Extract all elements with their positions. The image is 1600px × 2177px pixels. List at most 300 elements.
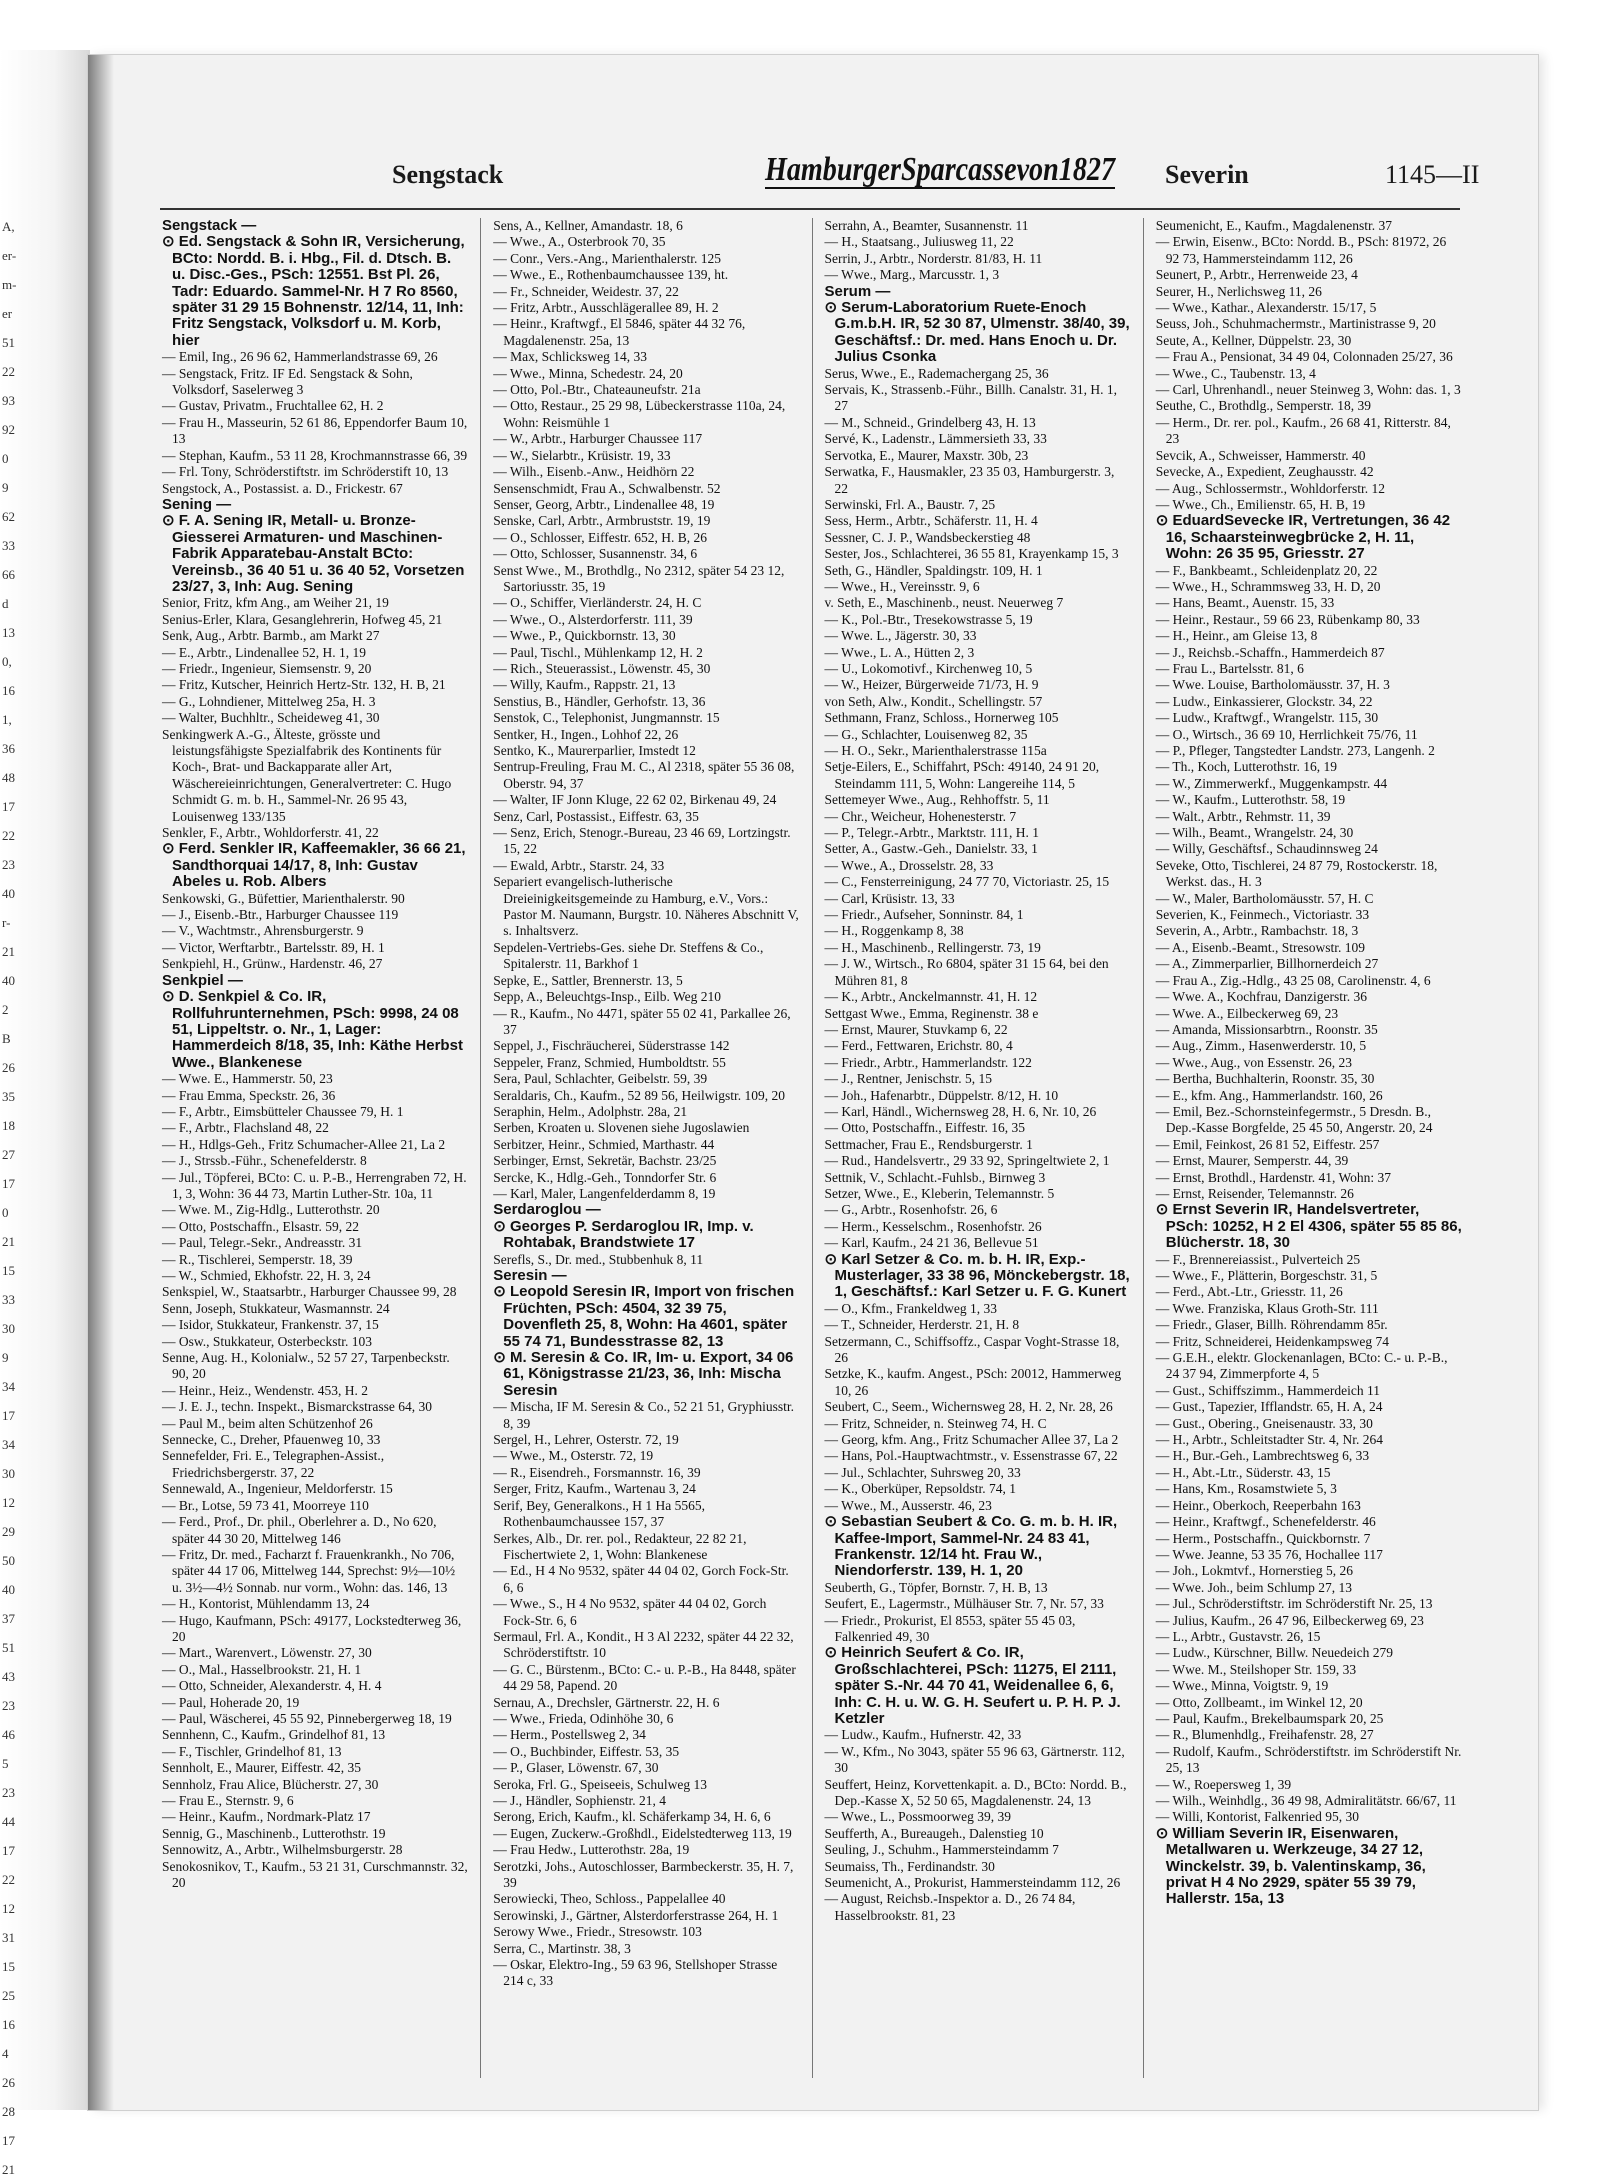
directory-entry: — F., Bankbeamt., Schleidenplatz 20, 22 [1155, 562, 1378, 578]
directory-entry: Seuling, J., Schuhm., Hammersteindamm 7 [824, 1842, 1059, 1858]
directory-entry: Serra, C., Martinstr. 38, 3 [493, 1940, 631, 1956]
directory-entry: Setzer, Wwe., E., Kleberin, Telemannstr. 5 [824, 1185, 1055, 1201]
directory-entry: Serum — [824, 282, 891, 300]
edge-text-fragment: 1, [2, 712, 12, 727]
directory-entry: — Wwe., E., Rothenbaumchaussee 139, ht. [493, 267, 729, 283]
directory-entry: — Karl, Maler, Langenfelderdamm 8, 19 [493, 1185, 716, 1201]
edge-text-fragment: er- [2, 248, 17, 263]
edge-text-fragment: 51 [2, 1640, 15, 1655]
directory-entry: — Stephan, Kaufm., 53 11 28, Krochmannstrasse 66, 39 [162, 447, 468, 463]
directory-entry: Sernau, A., Drechsler, Gärtnerstr. 22, H. 6 [493, 1694, 720, 1710]
directory-entry: Seunert, P., Arbtr., Herrenweide 23, 4 [1155, 267, 1358, 283]
directory-entry: ⊙ Georges P. Serdaroglou IR, Imp. v. Rohtabak, Brandstwiete 17 [493, 1217, 754, 1252]
directory-entry: — Osw., Stukkateur, Osterbeckstr. 103 [162, 1333, 373, 1349]
directory-entry: Sensenschmidt, Frau A., Schwalbenstr. 52 [493, 480, 721, 496]
directory-entry: — Wilh., Eisenb.-Anw., Heidhörn 22 [493, 464, 695, 480]
directory-entry: — Wwe. L., Jägerstr. 30, 33 [824, 628, 977, 644]
edge-text-fragment: 12 [2, 1901, 15, 1916]
directory-entry: Sevcik, A., Schweisser, Hammerstr. 40 [1155, 447, 1366, 463]
directory-entry: — Frau H., Masseurin, 52 61 86, Eppendorfer Baum 10, 13 [162, 414, 468, 447]
edge-text-fragment: 28 [2, 2104, 15, 2119]
directory-entry: — Emil, Bez.-Schornsteinfegermstr., 5 Dresdn. B., Dep.-Kasse Borgfelde, 25 45 50, Angerstr. 20, 24 [1155, 1103, 1433, 1136]
directory-entry: ⊙ Ernst Severin IR, Handelsvertreter, PSch: 10252, H 2 El 4306, später 55 85 86, Blücherstr. 18, 30 [1155, 1201, 1462, 1252]
directory-entry: — Ludw., Kaufm., Hufnerstr. 42, 33 [824, 1727, 1022, 1743]
directory-entry: — August, Reichsb.-Inspektor a. D., 26 74 84, Hasselbrookstr. 81, 23 [824, 1891, 1076, 1923]
directory-entry: Senkingwerk A.-G., Älteste, grösste und leistungsfähigste Spezialfabrik des Kontinents für Koch-, Brat- und Backapparate aller Art, Wäschereieinrichtungen, Generalvertreter: C. Hugo Schmidt G. m. b. H., Sammel-Nr. 26 95 43, Louisenweg 133/135 [162, 726, 452, 824]
edge-text-fragment: 35 [2, 1089, 15, 1104]
edge-text-fragment: 0 [2, 451, 9, 466]
page-header [160, 130, 1505, 200]
directory-entry: — K., Oberküper, Repsoldstr. 74, 1 [824, 1481, 1016, 1497]
directory-entry: Senske, Carl, Arbtr., Armbruststr. 19, 19 [493, 513, 711, 529]
directory-entry: — G., Lohndiener, Mittelweg 25a, H. 3 [162, 693, 376, 709]
directory-entry: Sercke, K., Hdlg.-Geh., Tonndorfer Str. 6 [493, 1169, 717, 1185]
directory-entry: — Heinr., Kaufm., Nordmark-Platz 17 [162, 1809, 371, 1825]
edge-text-fragment: 23 [2, 857, 15, 872]
directory-entry: — F., Tischler, Grindelhof 81, 13 [162, 1743, 342, 1759]
edge-text-fragment: 2 [2, 1002, 9, 1017]
directory-entry: Serbinger, Ernst, Sekretär, Bachstr. 23/25 [493, 1153, 717, 1169]
directory-entry: Seumaiss, Th., Ferdinandstr. 30 [824, 1858, 995, 1874]
directory-entry: — Walter, IF Jonn Kluge, 22 62 02, Birkenau 49, 24 [493, 792, 777, 808]
directory-entry: — O., Wirtsch., 36 69 10, Herrlichkeit 75/76, 11 [1155, 726, 1418, 742]
directory-entry: — Wwe., P., Quickbornstr. 13, 30 [493, 628, 676, 644]
directory-entry: Seuthe, C., Brothdlg., Semperstr. 18, 39 [1155, 398, 1371, 414]
directory-entry: — Frau Hedw., Lutterothstr. 28a, 19 [493, 1842, 690, 1858]
directory-entry: — Friedr., Aufseher, Sonninstr. 84, 1 [824, 907, 1024, 923]
directory-entry: — Mischa, IF M. Seresin & Co., 52 21 51, Gryphiusstr. 8, 39 [493, 1399, 795, 1431]
directory-entry: — Bertha, Buchhalterin, Roonstr. 35, 30 [1155, 1071, 1375, 1087]
directory-entry: Senk, Aug., Arbtr. Barmb., am Markt 27 [162, 628, 380, 644]
directory-entry: Serefls, S., Dr. med., Stubbenhuk 8, 11 [493, 1251, 704, 1267]
directory-entry: — Willy, Geschäftsf., Schaudinnsweg 24 [1155, 841, 1378, 857]
directory-entry: — Paul, Hoherade 20, 19 [162, 1694, 300, 1710]
directory-entry: — Karl, Händl., Wichernsweg 28, H. 6, Nr. 10, 26 [824, 1103, 1097, 1119]
directory-entry: Senkler, F., Arbtr., Wohldorferstr. 41, 22 [162, 825, 379, 841]
directory-entry: Senior, Fritz, kfm Ang., am Weiher 21, 19 [162, 595, 389, 611]
directory-entry: Senokosnikov, T., Kaufm., 53 21 31, Curschmannstr. 32, 20 [162, 1858, 468, 1891]
edge-text-fragment: 26 [2, 2075, 15, 2090]
directory-entry: — J. W., Wirtsch., Ro 6804, später 31 15 64, bei den Mühren 81, 8 [824, 956, 1109, 988]
directory-entry: — Wwe., Frieda, Odinhöhe 30, 6 [493, 1710, 674, 1726]
directory-entry: — P., Pfleger, Tangstedter Landstr. 273, Langenh. 2 [1155, 743, 1435, 758]
directory-entry: — Th., Koch, Lutterothstr. 16, 19 [1155, 759, 1337, 775]
directory-entry: — Otto, Schlosser, Susannenstr. 34, 6 [493, 546, 698, 562]
directory-entry: Sennewald, A., Ingenieur, Meldorferstr. 15 [162, 1481, 393, 1497]
directory-entry: Senn, Joseph, Stukkateur, Wasmannstr. 24 [162, 1300, 390, 1316]
directory-entry: — Ewald, Arbtr., Starstr. 24, 33 [493, 857, 665, 873]
directory-entry: — Eugen, Zuckerw.-Großhdl., Eidelstedterweg 113, 19 [493, 1825, 792, 1841]
directory-entry: — Ferd., Abt.-Ltr., Griesstr. 11, 26 [1155, 1284, 1343, 1300]
directory-entry: Serowinski, J., Gärtner, Alsterdorferstrasse 264, H. 1 [493, 1907, 779, 1923]
directory-entry: Serong, Erich, Kaufm., kl. Schäferkamp 34, H. 6, 6 [493, 1809, 771, 1825]
edge-text-fragment: 26 [2, 1060, 15, 1075]
directory-entry: Serotzki, Johs., Autoschlosser, Barmbeckerstr. 35, H. 7, 39 [493, 1858, 794, 1891]
directory-entry: Sennig, G., Maschinenb., Lutterothstr. 19 [162, 1825, 386, 1841]
directory-entry: — Hans, Pol.-Hauptwachtmstr., v. Essenstrasse 67, 22 [824, 1448, 1118, 1464]
edge-text-fragment: 66 [2, 567, 15, 582]
directory-entry: Seppel, J., Fischräucherei, Süderstrasse 142 [493, 1038, 730, 1054]
directory-entry: Serwinski, Frl. A., Baustr. 7, 25 [824, 496, 996, 512]
directory-entry: — Paul, Wäscherei, 45 55 92, Pinnebergerweg 18, 19 [162, 1710, 452, 1726]
directory-entry: — J., Rentner, Jenischstr. 5, 15 [824, 1071, 992, 1087]
directory-entry: — Friedr., Prokurist, El 8553, später 55 45 03, Falkenried 49, 30 [824, 1612, 1076, 1644]
directory-entry: — J. E. J., techn. Inspekt., Bismarckstrasse 64, 30 [162, 1399, 432, 1415]
directory-entry: — Emil, Feinkost, 26 81 52, Eiffestr. 257 [1155, 1136, 1380, 1152]
directory-entry: ⊙ Serum-Laboratorium Ruete-Enoch G.m.b.H. IR, 52 30 87, Ulmenstr. 38/40, 39, Geschäftsf.: Dr. med. Hans Enoch u. Dr. Julius Csonka [824, 299, 1130, 366]
directory-entry: — Ferd., Prof., Dr. phil., Oberlehrer a. D., No 620, später 44 30 20, Mittelweg 146 [162, 1514, 437, 1546]
directory-entry: ⊙ Leopold Seresin IR, Import von frischen Früchten, PSch: 4504, 32 39 75, Dovenfleth 25, 8, Wohn: Ha 4601, später 55 74 71, Bundesstrasse 82, 13 [493, 1283, 795, 1350]
directory-entry: Serkes, Alb., Dr. rer. pol., Redakteur, 22 82 21, Fischertwiete 2, 1, Wohn: Blankenese [493, 1530, 747, 1562]
directory-entry: — Friedr., Arbtr., Hammerlandstr. 122 [824, 1054, 1032, 1070]
directory-entry: ⊙ Karl Setzer & Co. m. b. H. IR, Exp.-Musterlager, 33 38 96, Mönckebergstr. 18, 1, Geschäftsf.: Karl Setzer u. F. G. Kunert [824, 1250, 1130, 1301]
edge-text-fragment: 5 [2, 1756, 9, 1771]
directory-entry: — L., Arbtr., Gustavstr. 26, 15 [1155, 1628, 1321, 1644]
directory-entry: — Ludw., Kraftwgf., Wrangelstr. 115, 30 [1155, 710, 1379, 726]
directory-entry: — Mart., Warenvert., Löwenstr. 27, 30 [162, 1645, 372, 1661]
directory-entry: — Senz, Erich, Stenogr.-Bureau, 23 46 69, Lortzingstr. 15, 22 [493, 825, 791, 857]
directory-entry: — Aug., Schlossermstr., Wohldorferstr. 12 [1155, 480, 1386, 496]
directory-entry: Sethmann, Franz, Schloss., Hornerweg 105 [824, 710, 1059, 726]
directory-entry: Serowiecki, Theo, Schloss., Pappelallee 40 [493, 1891, 726, 1907]
directory-entry: — J., Strssb.-Führ., Schenefelderstr. 8 [162, 1153, 367, 1169]
directory-entry: — Wwe. A., Kochfrau, Danzigerstr. 36 [1155, 989, 1367, 1005]
directory-entry: — Frau L., Bartelsstr. 81, 6 [1155, 660, 1304, 676]
directory-entry: — O., Schlosser, Eiffestr. 652, H. B, 26 [493, 529, 707, 545]
directory-entry: Sentko, K., Maurerparlier, Imstedt 12 [493, 743, 696, 758]
directory-entry: Serrin, J., Arbtr., Norderstr. 81/83, H. 11 [824, 250, 1043, 266]
edge-text-fragment: 25 [2, 1988, 15, 2003]
directory-entry: Sergel, H., Lehrer, Osterstr. 72, 19 [493, 1432, 679, 1448]
logo-text: HamburgerSparcassevon1827 [764, 151, 1117, 188]
directory-entry: — H., Staatsang., Juliusweg 11, 22 [824, 234, 1014, 250]
directory-entry: Setzke, K., kaufm. Angest., PSch: 20012, Hammerweg 10, 26 [824, 1366, 1122, 1398]
directory-entry: — Fr., Schneider, Weidestr. 37, 22 [493, 283, 679, 299]
directory-entry: — Wwe. M., Steilshoper Str. 159, 33 [1155, 1661, 1357, 1677]
directory-entry: Serowy Wwe., Friedr., Stresowstr. 103 [493, 1924, 702, 1940]
column-divider [812, 218, 813, 2078]
directory-entry: — G., Schlachter, Louisenweg 82, 35 [824, 726, 1028, 742]
directory-entry: Senz, Carl, Postassist., Eiffestr. 63, 35 [493, 808, 699, 824]
column-1 [162, 218, 468, 2078]
edge-text-fragment: 48 [2, 770, 15, 785]
directory-entry: — Otto, Postschaffn., Eiffestr. 16, 35 [824, 1120, 1025, 1136]
edge-text-fragment: 23 [2, 1698, 15, 1713]
directory-entry: Sermaul, Frl. A., Kondit., H 3 Al 2232, später 44 22 32, Schröderstiftstr. 10 [493, 1628, 794, 1661]
directory-entry: — W., Maler, Bartholomäusstr. 57, H. C [1155, 890, 1374, 906]
directory-entry: — Wilh., Beamt., Wrangelstr. 24, 30 [1155, 825, 1354, 841]
directory-entry: — Paul, Telegr.-Sekr., Andreasstr. 31 [162, 1235, 363, 1251]
directory-entry: — Ernst, Maurer, Stuvkamp 6, 22 [824, 1021, 1008, 1037]
directory-entry: Seubert, C., Seem., Wichernsweg 28, H. 2, Nr. 28, 26 [824, 1399, 1113, 1415]
directory-entry: — Frl. Tony, Schröderstiftstr. im Schröderstift 10, 13 [162, 464, 449, 480]
directory-entry: Sessner, C. J. P., Wandsbeckerstieg 48 [824, 529, 1031, 545]
directory-entry: — Wwe., H., Schrammsweg 33, H. D, 20 [1155, 578, 1381, 594]
directory-entry: — Wwe., Marg., Marcusstr. 1, 3 [824, 267, 1000, 283]
directory-entry: — R., Eisendreh., Forsmannstr. 16, 39 [493, 1464, 701, 1480]
directory-entry: Setter, A., Gastw.-Geh., Danielstr. 33, 1 [824, 841, 1038, 857]
directory-entry: — Georg, kfm. Ang., Fritz Schumacher Allee 37, La 2 [824, 1432, 1119, 1448]
directory-entry: — Paul M., beim alten Schützenhof 26 [162, 1415, 373, 1431]
directory-entry: Servais, K., Strassenb.-Führ., Billh. Canalstr. 31, H. 1, 27 [824, 382, 1117, 414]
directory-entry: — Otto, Postschaffn., Elsastr. 59, 22 [162, 1218, 359, 1234]
edge-text-fragment: 9 [2, 480, 9, 495]
directory-entry: — Aug., Zimm., Hasenwerderstr. 10, 5 [1155, 1038, 1367, 1054]
edge-text-fragment: 22 [2, 364, 15, 379]
directory-entry: Sennowitz, A., Arbtr., Wilhelmsburgerstr. 28 [162, 1842, 403, 1858]
directory-entry: — Karl, Kaufm., 24 21 36, Bellevue 51 [824, 1235, 1039, 1251]
directory-entry: — F., Arbtr., Flachsland 48, 22 [162, 1120, 329, 1136]
edge-text-fragment: er [2, 306, 13, 321]
directory-entry: — Ernst, Brothdl., Hardenstr. 41, Wohn: 37 [1155, 1169, 1392, 1185]
directory-entry: — Jul., Schröderstiftstr. im Schröderstift Nr. 25, 13 [1155, 1596, 1433, 1612]
edge-text-fragment: 36 [2, 741, 15, 756]
directory-entry: — Joh., Lokmtvf., Hornerstieg 5, 26 [1155, 1563, 1353, 1579]
directory-entry: — Wwe., S., H 4 No 9532, später 44 04 02, Gorch Fock-Str. 6, 6 [493, 1596, 767, 1628]
edge-text-fragment: 34 [2, 1379, 15, 1394]
directory-entry: — Wwe. Jeanne, 53 35 76, Hochallee 117 [1155, 1546, 1383, 1562]
directory-entry: — Heinr., Kraftwgf., El 5846, später 44 32 76, Magdalenenstr. 25a, 13 [493, 316, 746, 348]
directory-entry: — Erwin, Eisenw., BCto: Nordd. B., PSch: 81972, 26 92 73, Hammersteindamm 112, 26 [1155, 234, 1447, 266]
directory-entry: — Friedr., Ingenieur, Siemsenstr. 9, 20 [162, 660, 372, 676]
directory-entry: — Rich., Steuerassist., Löwenstr. 45, 30 [493, 660, 711, 676]
edge-text-fragment: 29 [2, 1524, 15, 1539]
directory-entry: — R., Blumenhdlg., Freihafenstr. 28, 27 [1155, 1727, 1374, 1743]
directory-entry: Sepke, E., Sattler, Brennerstr. 13, 5 [493, 972, 683, 988]
directory-entry: ⊙ Ed. Sengstack & Sohn IR, Versicherung, BCto: Nordd. B. i. Hbg., Fil. d. Dtsch. B. u. Disc.-Ges., PSch: 12551. Bst Pl. 26, Tadr: Eduardo. Sammel-Nr. H 7 Ro 8560, später 31 29 15 Bohnenstr. 12/14, 11, Inh: Fritz Sengstack, Volksdorf u. M. Korb, hier [162, 233, 465, 349]
directory-entry: ⊙ Sebastian Seubert & Co. G. m. b. H. IR, Kaffee-Import, Sammel-Nr. 24 83 41, Frankenstr. 12/14 ht. Frau W., Niendorferstr. 139, H. 1, 20 [824, 1513, 1118, 1580]
directory-entry: ⊙ M. Seresin & Co. IR, Im- u. Export, 34 06 61, Königstrasse 21/23, 36, Inh: Mischa Seresin [493, 1349, 794, 1399]
directory-entry: Sening — [162, 495, 232, 513]
column-divider [480, 218, 481, 2078]
edge-text-fragment: 21 [2, 944, 15, 959]
directory-entry: — Wwe., L., Possmoorweg 39, 39 [824, 1809, 1011, 1825]
directory-entry: — O., Kfm., Frankeldweg 1, 33 [824, 1300, 997, 1316]
directory-entry: — Julius, Kaufm., 26 47 96, Eilbeckerweg 69, 23 [1155, 1612, 1424, 1628]
edge-text-fragment: 0, [2, 654, 12, 669]
directory-entry: — Wwe., Minna, Schedestr. 24, 20 [493, 365, 683, 381]
edge-text-fragment: 23 [2, 1785, 15, 1800]
directory-entry: Settgast Wwe., Emma, Reginenstr. 38 e [824, 1005, 1039, 1021]
directory-entry: Sengstack — [162, 217, 257, 234]
directory-entry: ⊙ F. A. Sening IR, Metall- u. Bronze-Giesserei Armaturen- und Maschinen-Fabrik Apparatebau-Anstalt BCto: Vereinsb., 36 40 51 u. 36 40 52, Vorsetzen 23/27, 3, Inh: Aug. Sening [162, 512, 465, 595]
directory-entry: Senser, Georg, Arbtr., Lindenallee 48, 19 [493, 496, 715, 512]
edge-text-fragment: 22 [2, 1872, 15, 1887]
directory-entry: Separiert evangelisch-lutherische Dreieinigkeitsgemeinde zu Hamburg, e.V., Vors.: Pastor M. Naumann, Burgstr. 10. Näheres Abschnitt V, s. Inhaltsverz. [493, 874, 799, 939]
directory-entry: — Fritz, Dr. med., Facharzt f. Frauenkrankh., No 706, später 44 17 06, Mittelweg 144, Sprechst: 9½—10½ u. 3½—4½ Sonnab. nur vorm., Wohn: das. 146, 13 [162, 1546, 456, 1595]
directory-entry: Seraldaris, Ch., Kaufm., 52 89 56, Heilwigstr. 109, 20 [493, 1087, 785, 1103]
edge-text-fragment: 18 [2, 1118, 15, 1133]
edge-text-fragment: 17 [2, 1408, 15, 1423]
directory-entry: — Gust., Tapezier, Ifflandstr. 65, H. A, 24 [1155, 1399, 1383, 1415]
directory-entry: Settnik, V., Schlacht.-Fuhlsb., Birnweg 3 [824, 1169, 1046, 1185]
directory-entry: — W., Arbtr., Harburger Chaussee 117 [493, 431, 703, 447]
directory-entry: Serus, Wwe., E., Rademachergang 25, 36 [824, 365, 1049, 381]
directory-entry: Sevecke, A., Expedient, Zeughausstr. 42 [1155, 464, 1374, 480]
directory-entry: — P., Glaser, Löwenstr. 67, 30 [493, 1760, 659, 1776]
directory-entry: — Herm., Postschaffn., Quickbornstr. 7 [1155, 1530, 1371, 1546]
directory-entry: — U., Lokomotivf., Kirchenweg 10, 5 [824, 660, 1033, 676]
directory-entry: Seumenicht, A., Prokurist, Hammersteindamm 112, 26 [824, 1875, 1121, 1891]
directory-entry: — Rud., Handelsvertr., 29 33 92, Springeltwiete 2, 1 [824, 1153, 1110, 1169]
directory-entry: — Wwe. E., Hammerstr. 50, 23 [162, 1071, 333, 1087]
directory-entry: — Hans, Km., Rosamstwiete 5, 3 [1155, 1481, 1337, 1497]
directory-entry: — V., Wachtmstr., Ahrensburgerstr. 9 [162, 923, 364, 939]
directory-entry: — K., Pol.-Btr., Tresekowstrasse 5, 19 [824, 611, 1033, 627]
directory-entry: — Fritz, Schneiderei, Heidenkampsweg 74 [1155, 1333, 1389, 1349]
directory-entry: Sennecke, C., Dreher, Pfauenweg 10, 33 [162, 1432, 381, 1448]
directory-entry: — Wwe., Kathar., Alexanderstr. 15/17, 5 [1155, 300, 1377, 316]
directory-entry: — Sengstack, Fritz. IF Ed. Sengstack & Sohn, Volksdorf, Saselerweg 3 [162, 365, 413, 398]
directory-entry: — H., Abt.-Ltr., Süderstr. 43, 15 [1155, 1464, 1331, 1480]
directory-entry: — Herm., Dr. rer. pol., Kaufm., 26 68 41, Ritterstr. 84, 23 [1155, 414, 1451, 447]
directory-entry: — Ferd., Fettwaren, Erichstr. 80, 4 [824, 1038, 1013, 1054]
edge-text-fragment: 15 [2, 1263, 15, 1278]
directory-entry: — G.E.H., elektr. Glockenanlagen, BCto: C.- u. P.-B., 24 37 94, Zimmerpforte 4, 5 [1155, 1350, 1448, 1382]
directory-entry: — Wwe., F., Plätterin, Borgeschstr. 31, 5 [1155, 1268, 1378, 1283]
directory-entry: — Ludw., Einkassierer, Glockstr. 34, 22 [1155, 693, 1373, 709]
directory-entry: — H., Hdlgs-Geh., Fritz Schumacher-Allee 21, La 2 [162, 1136, 446, 1152]
header-left-keyword: Sengstack [392, 160, 504, 189]
directory-entry: — H., Maschinenb., Rellingerstr. 73, 19 [824, 939, 1041, 955]
edge-text-fragment: 44 [2, 1814, 15, 1829]
directory-entry: — Wwe., A., Drosselstr. 28, 33 [824, 857, 994, 873]
directory-entry: — Wwe., O., Alsterdorferstr. 111, 39 [493, 611, 693, 627]
directory-entry: — Rudolf, Kaufm., Schröderstiftstr. im Schröderstift Nr. 25, 13 [1155, 1743, 1462, 1776]
directory-entry: Senstius, B., Händler, Gerhofstr. 13, 36 [493, 693, 706, 709]
directory-entry: Seute, A., Kellner, Düppelstr. 23, 30 [1155, 332, 1352, 348]
edge-text-fragment: 27 [2, 1147, 15, 1162]
directory-entry: — C., Fensterreinigung, 24 77 70, Victoriastr. 25, 15 [824, 874, 1110, 890]
edge-text-fragment: 12 [2, 1495, 15, 1510]
directory-entry: ⊙ Ferd. Senkler IR, Kaffeemakler, 36 66 21, Sandthorquai 14/17, 8, Inh: Gustav Abeles u. Rob. Albers [162, 840, 466, 891]
directory-entry: — Otto, Zollbeamt., im Winkel 12, 20 [1155, 1694, 1363, 1710]
directory-entry: Serdaroglou — [493, 1201, 601, 1219]
directory-entry: Seuberth, G., Töpfer, Bornstr. 7, H. B, 13 [824, 1579, 1048, 1595]
directory-entry: Setje-Eilers, E., Schiffahrt, PSch: 49140, 24 91 20, Steindamm 111, 5, Wohn: Langereihe 114, 5 [824, 759, 1100, 791]
directory-entry: Severien, K., Feinmech., Victoriastr. 33 [1155, 907, 1370, 923]
edge-text-fragment: 17 [2, 2133, 15, 2148]
directory-entry: Senkspiel, W., Staatsarbtr., Harburger Chaussee 99, 28 [162, 1284, 457, 1300]
directory-entry: — K., Arbtr., Anckelmannstr. 41, H. 12 [824, 989, 1038, 1005]
directory-entry: — F., Arbtr., Eimsbütteler Chaussee 79, H. 1 [162, 1103, 404, 1119]
directory-entry: ⊙ D. Senkpiel & Co. IR, Rollfuhrunternehmen, PSch: 9998, 24 08 51, Lippeltstr. o. Nr., 1, Lager: Hammerdeich 8/18, 35, Inh: Käthe Herbst Wwe., Blankenese [162, 988, 463, 1071]
directory-entry: — Joh., Hafenarbtr., Düppelstr. 8/12, H. 10 [824, 1087, 1059, 1103]
edge-text-fragment: 40 [2, 1582, 15, 1597]
directory-entry: — R., Kaufm., No 4471, später 55 02 41, Parkallee 26, 37 [493, 1005, 791, 1037]
directory-entry: Seuss, Joh., Schuhmachermstr., Martinistrasse 9, 20 [1155, 316, 1436, 332]
directory-entry: — Wilh., Weinhdlg., 36 49 98, Admiralitätstr. 66/67, 11 [1155, 1793, 1457, 1808]
directory-entry: — Ernst, Maurer, Semperstr. 44, 39 [1155, 1153, 1349, 1169]
directory-entry: — T., Schneider, Herderstr. 21, H. 8 [824, 1317, 1020, 1333]
directory-entry: — A., Zimmerparlier, Billhornerdeich 27 [1155, 956, 1379, 972]
directory-entry: — Wwe., Aug., von Essenstr. 26, 23 [1155, 1054, 1352, 1070]
directory-entry: — Carl, Krüsistr. 13, 33 [824, 890, 955, 906]
directory-entry: — P., Telegr.-Arbtr., Marktstr. 111, H. 1 [824, 825, 1040, 841]
directory-entry: — Ludw., Kürschner, Billw. Neuedeich 279 [1155, 1645, 1394, 1661]
edge-text-fragment: 9 [2, 1350, 9, 1365]
directory-entry: — R., Tischlerei, Semperstr. 18, 39 [162, 1251, 353, 1267]
directory-entry: Seufferth, A., Bureaugeh., Dalenstieg 10 [824, 1825, 1044, 1841]
directory-entry: Sentrup-Freuling, Frau M. C., Al 2318, später 55 36 08, Oberstr. 94, 37 [493, 759, 795, 791]
directory-entry: — J., Händler, Sophienstr. 21, 4 [493, 1793, 666, 1808]
directory-entry: — Chr., Weicheur, Hohenesterstr. 7 [824, 808, 1017, 824]
directory-entry: — O., Schiffer, Vierländerstr. 24, H. C [493, 595, 702, 611]
directory-entry: Serwatka, F., Hausmakler, 23 35 03, Hamburgerstr. 3, 22 [824, 464, 1115, 496]
directory-entry: Sennhenn, C., Kaufm., Grindelhof 81, 13 [162, 1727, 386, 1743]
directory-entry: — A., Eisenb.-Beamt., Stresowstr. 109 [1155, 939, 1365, 955]
directory-entry: Settemeyer Wwe., Aug., Rehhoffstr. 5, 11 [824, 792, 1050, 808]
directory-entry: Sester, Jos., Schlachterei, 36 55 81, Krayenkamp 15, 3 [824, 546, 1119, 562]
directory-entry: — Gust., Schiffszimm., Hammerdeich 11 [1155, 1382, 1380, 1398]
directory-entry: — Heinr., Heiz., Wendenstr. 453, H. 2 [162, 1382, 369, 1398]
edge-text-fragment: 30 [2, 1321, 15, 1336]
directory-entry: — Jul., Töpferei, BCto: C. u. P.-B., Herrengraben 72, H. 1, 3, Wohn: 36 44 73, Martin Luther-Str. 10a, 11 [162, 1169, 467, 1201]
sparcasse-logo [760, 138, 1120, 196]
directory-entry: — Heinr., Oberkoch, Reeperbahn 163 [1155, 1497, 1361, 1513]
page-gutter-shadow [88, 55, 114, 2110]
edge-text-fragment: 40 [2, 973, 15, 988]
directory-entry: Seveke, Otto, Tischlerei, 24 87 79, Rostockerstr. 18, Werkst. das., H. 3 [1155, 857, 1438, 890]
edge-text-fragment: 50 [2, 1553, 15, 1568]
directory-entry: — Heinr., Kraftwgf., Schenefelderstr. 46 [1155, 1514, 1376, 1530]
edge-text-fragment: 17 [2, 1843, 15, 1858]
directory-entry: — Wwe., M., Osterstr. 72, 19 [493, 1448, 654, 1464]
directory-entry: Seurer, H., Nerlichsweg 11, 26 [1155, 283, 1322, 299]
directory-entry: — Frau E., Sternstr. 9, 6 [162, 1793, 294, 1808]
edge-text-fragment: 40 [2, 886, 15, 901]
directory-entry: — Isidor, Stukkateur, Frankenstr. 37, 15 [162, 1317, 379, 1333]
edge-text-fragment: 33 [2, 1292, 15, 1307]
directory-columns [162, 218, 1462, 2078]
directory-entry: — Gust., Obering., Gneisenaustr. 33, 30 [1155, 1415, 1373, 1431]
directory-entry: — Fritz, Arbtr., Ausschlägerallee 89, H. 2 [493, 300, 719, 316]
edge-text-fragment: 21 [2, 2162, 15, 2177]
directory-entry: — Wwe. M., Zig-Hdlg., Lutterothstr. 20 [162, 1202, 380, 1218]
directory-entry: Sennefelder, Fri. E., Telegraphen-Assist., Friedrichsbergerstr. 37, 22 [162, 1448, 385, 1480]
directory-entry: Senius-Erler, Klara, Gesanglehrerin, Hofweg 45, 21 [162, 611, 443, 627]
edge-text-fragment: 17 [2, 1176, 15, 1191]
directory-entry: Serger, Fritz, Kaufm., Wartenau 3, 24 [493, 1481, 696, 1497]
directory-entry: — Jul., Schlachter, Suhrsweg 20, 33 [824, 1464, 1021, 1480]
directory-entry: Serbitzer, Heinr., Schmied, Marthastr. 44 [493, 1136, 715, 1152]
directory-entry: Seroka, Frl. G., Speiseeis, Schulweg 13 [493, 1776, 707, 1792]
header-rule [160, 208, 1460, 210]
edge-text-fragment: 0 [2, 1205, 9, 1220]
edge-text-fragment: 16 [2, 683, 15, 698]
edge-text-fragment: 43 [2, 1669, 15, 1684]
directory-entry: — Herm., Postellsweg 2, 34 [493, 1727, 646, 1743]
directory-entry: — Wwe., H., Vereinsstr. 9, 6 [824, 578, 980, 594]
edge-text-fragment: 51 [2, 335, 15, 350]
directory-entry: — H., Heinr., am Gleise 13, 8 [1155, 628, 1318, 644]
edge-text-fragment: d [2, 596, 9, 611]
directory-entry: — Oskar, Elektro-Ing., 59 63 96, Stellshoper Strasse 214 c, 33 [493, 1957, 778, 1989]
edge-text-fragment: 15 [2, 1959, 15, 1974]
directory-entry: — H. O., Sekr., Marienthalerstrasse 115a [824, 743, 1047, 758]
edge-text-fragment: 21 [2, 1234, 15, 1249]
directory-entry: — Wwe., L. A., Hütten 2, 3 [824, 644, 975, 660]
directory-entry: — Otto, Pol.-Btr., Chateauneufstr. 21a [493, 382, 701, 398]
directory-entry: — O., Mal., Hasselbrookstr. 21, H. 1 [162, 1661, 362, 1677]
directory-entry: — Paul, Kaufm., Brekelbaumspark 20, 25 [1155, 1710, 1384, 1726]
edge-text-fragment: 16 [2, 2017, 15, 2032]
column-3 [825, 218, 1131, 2078]
edge-text-fragment: 93 [2, 393, 15, 408]
directory-entry: Sepdelen-Vertriebs-Ges. siehe Dr. Steffens & Co., Spitalerstr. 11, Barkhof 1 [493, 939, 764, 972]
edge-text-fragment: 92 [2, 422, 15, 437]
directory-entry: Seth, G., Händler, Spaldingstr. 109, H. 1 [824, 562, 1043, 578]
